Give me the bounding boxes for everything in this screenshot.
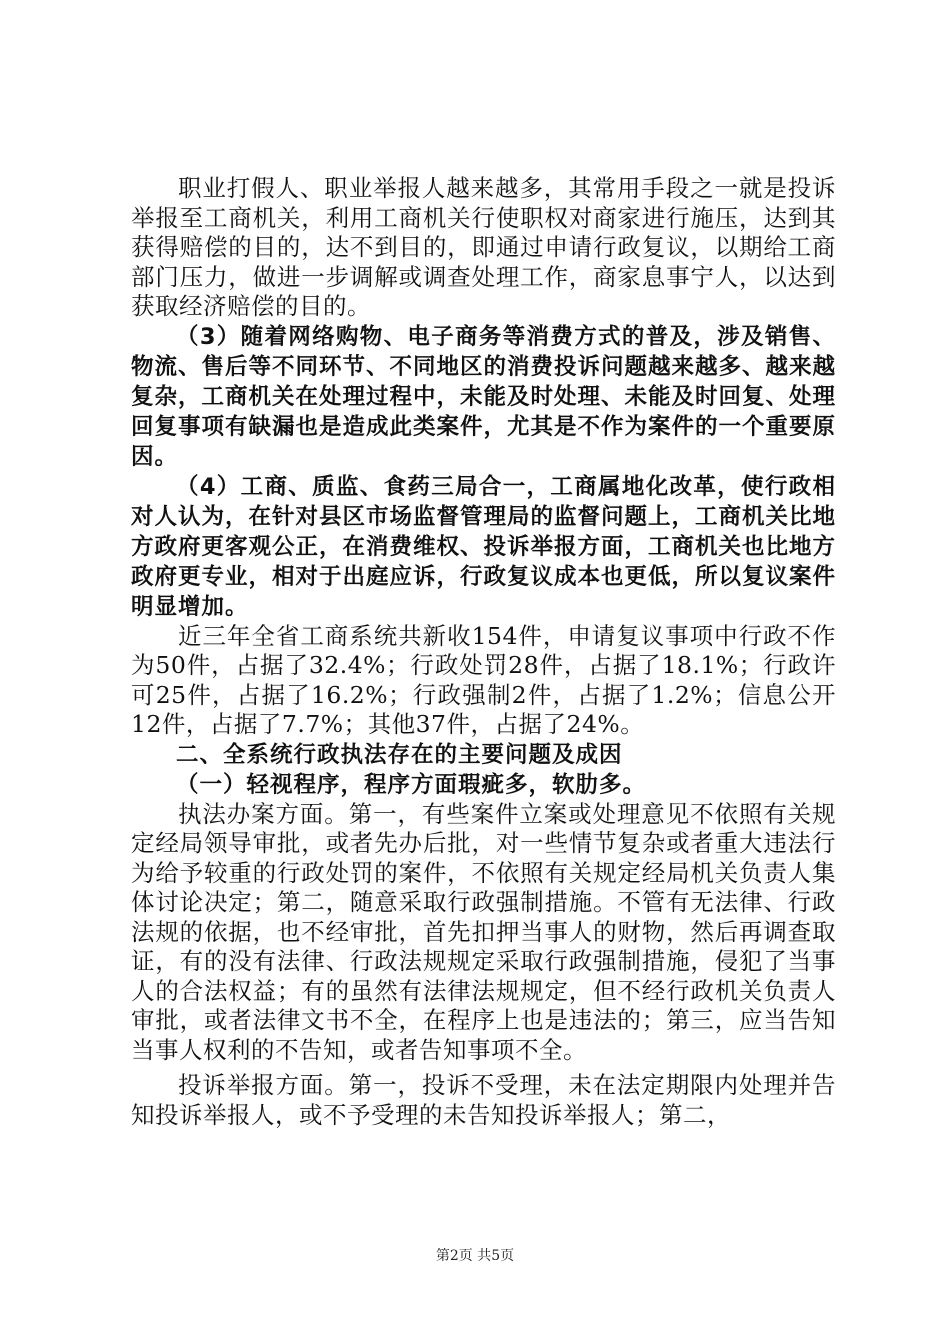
document-body — [131, 174, 836, 1130]
paragraph-professional-complainants: 职业打假人、职业举报人越来越多，其常用手段之一就是投诉举报至工商机关，利用工商机关行使职权对商家进行施压，达到其获得赔偿的目的，达不到目的，即通过申请行政复议，以期给工商部门压力，做进一步调解或调查处理工作，商家息事宁人，以达到获取经济赔偿的目的。 — [131, 174, 836, 320]
paragraph-statistics: 近三年全省工商系统共新收154件，申请复议事项中行政不作为50件，占据了32.4%；行政处罚28件，占据了18.1%；行政许可25件，占据了16.2%；行政强制2件，占据了1.2%；信息公开12件，占据了7.7%；其他37件，占据了24%。 — [131, 621, 836, 738]
subsection-heading-1: （一）轻视程序，程序方面瑕疵多，软肋多。 — [176, 771, 647, 798]
section-heading-2: 二、全系统行政执法存在的主要问题及成因 — [176, 741, 623, 768]
paragraph-point-3: （3）随着网络购物、电子商务等消费方式的普及，涉及销售、物流、售后等不同环节、不同地区的消费投诉问题越来越多、越来越复杂，工商机关在处理过程中，未能及时处理、未能及时回复、处理回复事项有缺漏也是造成此类案件，尤其是不作为案件的一个重要原因。 — [131, 323, 837, 470]
paragraph-complaints: 投诉举报方面。第一，投诉不受理，未在法定期限内处理并告知投诉举报人，或不予受理的未告知投诉举报人；第二， — [131, 1071, 836, 1129]
page-number-footer: 第2页 共5页 — [435, 1248, 515, 1264]
paragraph-point-4: （4）工商、质监、食药三局合一，工商属地化改革，使行政相对人认为，在针对县区市场监督管理局的监督问题上，工商机关比地方政府更客观公正，在消费维权、投诉举报方面，工商机关也比地方政府更专业，相对于出庭应诉，行政复议成本也更低，所以复议案件明显增加。 — [131, 473, 837, 620]
paragraph-enforcement-cases: 执法办案方面。第一，有些案件立案或处理意见不依照有关规定经局领导审批，或者先办后批，对一些情节复杂或者重大违法行为给予较重的行政处罚的案件，不依照有关规定经局机关负责人集体讨论决定；第二，随意采取行政强制措施。不管有无法律、行政法规的依据，也不经审批，首先扣押当事人的财物，然后再调查取证，有的没有法律、行政法规规定采取行政强制措施，侵犯了当事人的合法权益；有的虽然有法律法规规定，但不经行政机关负责人审批，或者法律文书不全，在程序上也是违法的；第三，应当告知当事人权利的不告知，或者告知事项不全。 — [131, 799, 836, 1064]
